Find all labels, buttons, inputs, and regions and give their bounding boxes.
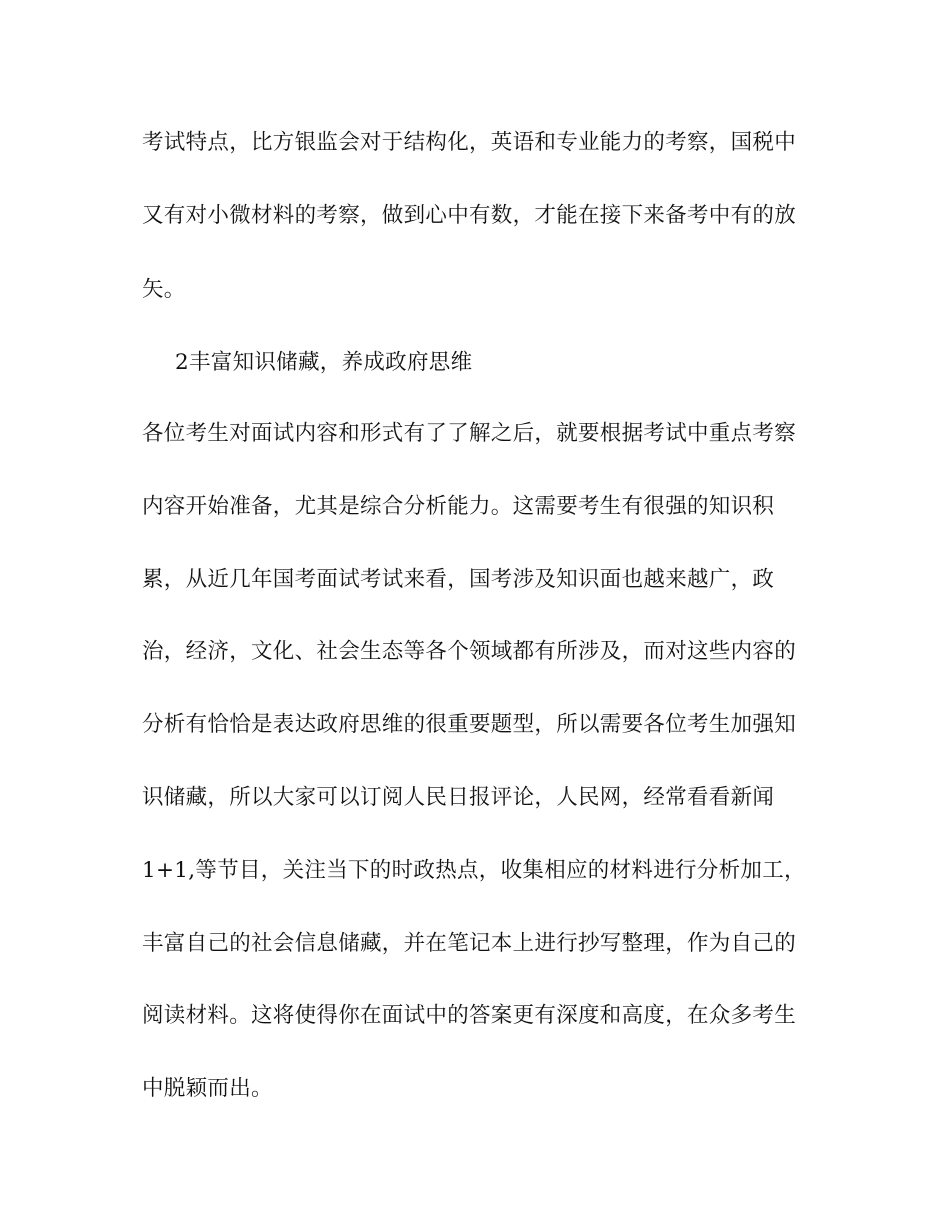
continued-paragraph-line-1: 考试特点，比方银监会对于结构化，英语和专业能力的考察，国税中	[142, 130, 797, 155]
body-paragraph-line-10: 中脱颖而出。	[142, 1076, 273, 1101]
body-paragraph-line-6: 识储藏，所以大家可以订阅人民日报评论，人民网，经常看看新闻	[142, 785, 775, 810]
body-paragraph-line-1: 各位考生对面试内容和形式有了了解之后，就要根据考试中重点考察	[142, 421, 797, 446]
body-paragraph-line-8: 丰富自己的社会信息储藏，并在笔记本上进行抄写整理，作为自己的	[142, 931, 797, 956]
continued-paragraph-line-2: 又有对小微材料的考察，做到心中有数，才能在接下来备考中有的放	[142, 203, 797, 228]
body-paragraph-line-3: 累，从近几年国考面试考试来看，国考涉及知识面也越来越广，政	[142, 567, 775, 592]
body-paragraph-line-5: 分析有恰恰是表达政府思维的很重要题型，所以需要各位考生加强知	[142, 712, 797, 737]
body-paragraph-line-9: 阅读材料。这将使得你在面试中的答案更有深度和高度，在众多考生	[142, 1003, 797, 1028]
body-paragraph-line-2: 内容开始准备，尤其是综合分析能力。这需要考生有很强的知识积	[142, 494, 775, 519]
section-heading: 2丰富知识储藏，养成政府思维	[175, 350, 473, 375]
body-paragraph-line-4: 治，经济，文化、社会生态等各个领域都有所涉及，而对这些内容的	[142, 639, 797, 664]
continued-paragraph-line-3: 矢。	[142, 277, 186, 302]
body-paragraph-line-7: 1+1,等节目，关注当下的时政热点，收集相应的材料进行分析加工，	[142, 858, 806, 883]
